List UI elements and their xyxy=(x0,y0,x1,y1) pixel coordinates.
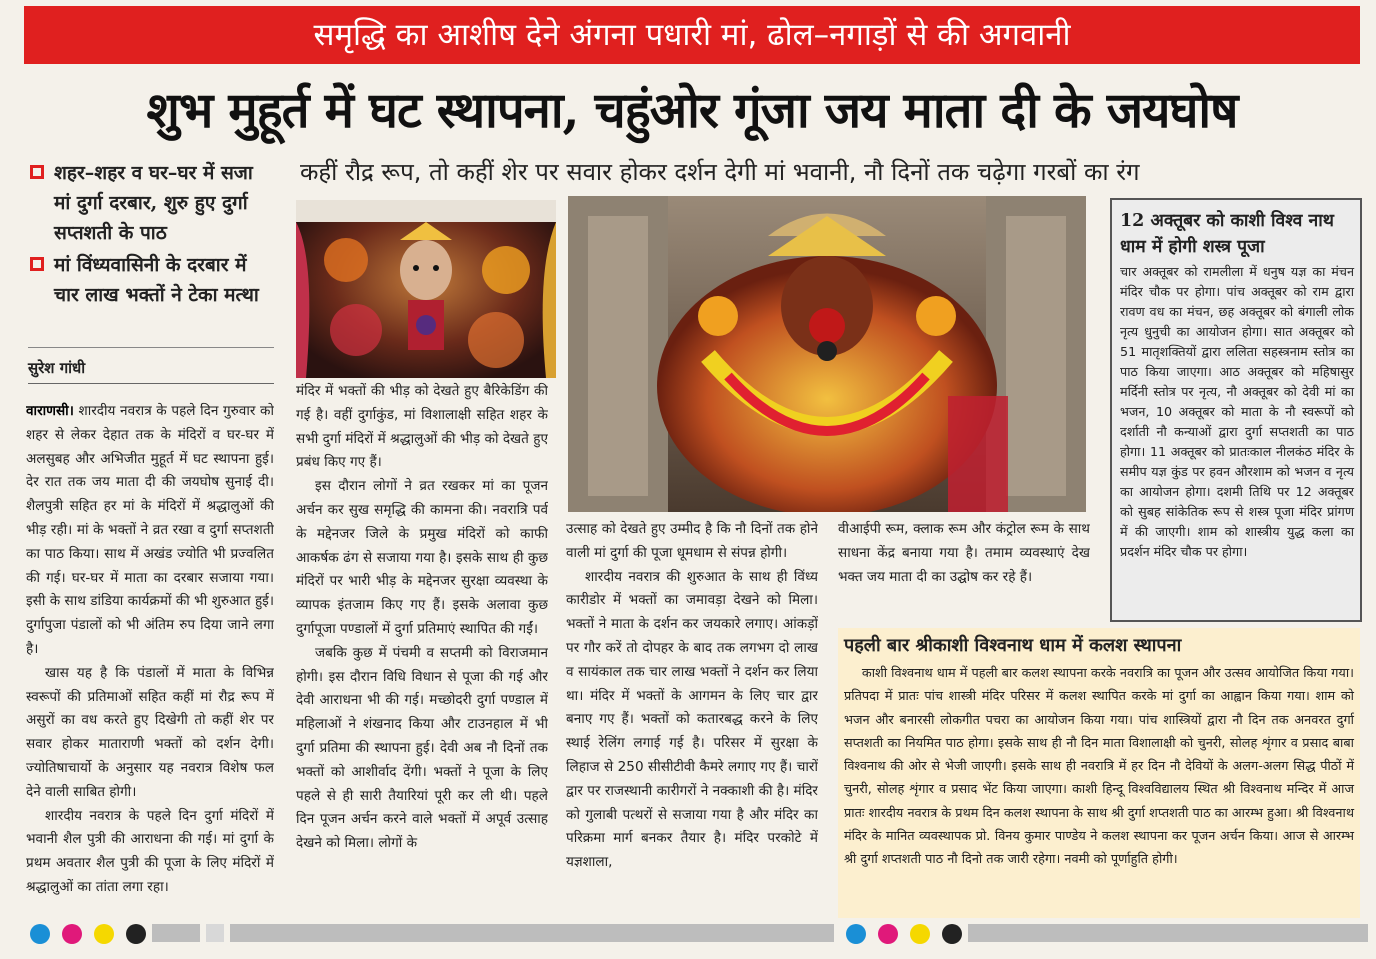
registration-bar xyxy=(152,924,200,942)
sidebar-text: चार अक्तूबर को रामलीला में धनुष यज्ञ का मंचन मंदिर चौक पर होगा। पांच अक्तूबर को राम द्वारा रावण वध का मंचन, छह अक्तूबर को बंगाली लोक नृत्य धुनुची का आयोजन होगा। सात अक्तूबर को 51 मातृशक्तियों द्वारा ललिता सहस्त्रनाम स्तोत्र का पाठ किया जाएगा। आठ अक्तूबर को महिषासुर मर्दिनी स्तोत्र पर नृत्य, नौ अक्तूबर को देवी मां का भजन, 10 अक्तूबर को माता के नौ स्वरूपों को दर्शाती नौ कन्याओं द्वारा दुर्गा सप्तशती का पाठ होगा। 11 अक्तूबर को प्रातःकाल नीलकंठ मंदिर के समीप यज्ञ कुंड पर हवन औरशाम को भजन व नृत्य का आयोजन होगा। दशमी तिथि पर 12 अक्तूबर को सुबह सांकेतिक रूप से शस्त्र पूजा मंदिर प्रांगण में की जाएगी। शाम को शास्त्रीय युद्ध कला का प्रदर्शन मंदिर चौक पर होगा। xyxy=(1120,264,1354,559)
sidebar-box-shastra-puja xyxy=(1110,198,1362,622)
registration-dot-yellow xyxy=(910,924,930,944)
article-paragraph: इस दौरान लोगों ने व्रत रखकर मां का पूजन अर्चन कर सुख समृद्धि की कामना की। नवरात्रि पर्व के मद्देनजर जिले के प्रमुख मंदिरों को काफी आकर्षक ढंग से सजाया गया है। इसके साथ ही कुछ मंदिरों पर भारी भीड़ के मद्देनजर सुरक्षा व्यवस्था के व्यापक इंतजाम किए गए हैं। इसके अलावा कुछ दुर्गापूजा पण्डालों में दुर्गा प्रतिमाएं स्थापित की गईं। xyxy=(296,478,548,637)
kalash-text: काशी विश्वनाथ धाम में पहली बार कलश स्थापना करके नवरात्रि का पूजन और उत्सव आयोजित किया गया। प्रतिपदा में प्रातः पांच शास्त्री मंदिर परिसर में कलश स्थापित करके मां दुर्गा का आह्वान किया गया। शाम को भजन और बनारसी लोकगीत पचरा का आयोजन किया गया। पांच शास्त्रियों द्वारा नौ दिन तक अनवरत दुर्गा सप्तशती का नियमित पाठ होगा। इसके साथ ही नौ दिन माता विशालाक्षी को चुनरी, सोलह शृंगार व प्रसाद बाबा विश्वनाथ की ओर से भेजी जाएगी। इसके साथ ही नवरात्रि में हर दिन नौ देवियों के अलग-अलग सिद्ध पीठों में चुनरी, सोलह शृंगार व प्रसाद भेंट किया जाएगा। काशी हिन्दू विश्वविद्यालय स्थित श्री विश्वनाथ मन्दिर में आज प्रातः शारदीय नवरात्र के प्रथम दिन कलश स्थापना के साथ श्री दुर्गा शप्तशती पाठ का आरम्भ हुआ। श्री विश्वनाथ मंदिर के मानित व्यवस्थापक प्रो. विनय कुमार पाण्डेय ने कलश स्थापना कर पूजन अर्चन किया। आज से आरम्भ श्री दुर्गा शप्तशती पाठ नौ दिनो तक जारी रहेगा। नवमी को पूर्णाहुति होगी। xyxy=(844,666,1354,868)
checkbox-bullet-icon xyxy=(30,165,44,179)
article-paragraph: खास यह है कि पंडालों में माता के विभिन्न स्वरूपों की प्रतिमाओं सहित कहीं मां रौद्र रूप में असुरों का वध करते हुए दिखेगी तो कहीं शेर पर सवार होकर माताराणी भक्तों को दर्शन देगी। ज्योतिषाचार्यो के अनुसार यह नवरात्र विशेष फल देने वाली साबित होगी। xyxy=(26,664,274,800)
byline: सुरेश गांधी xyxy=(28,358,274,384)
main-headline: शुभ मुहूर्त में घट स्थापना, चहुंओर गूंजा जय माता दी के जयघोष xyxy=(146,81,1238,139)
registration-dot-magenta xyxy=(62,924,82,944)
highlight-text: मां विंध्यवासिनी के दरबार में चार लाख भक्तों ने टेका मत्था xyxy=(54,254,259,306)
registration-bar xyxy=(968,924,1368,942)
article-column-1 xyxy=(26,400,274,910)
article-paragraph: शारदीय नवरात्र की शुरुआत के साथ ही विंध्य कारीडोर में भक्तों का जमावड़ा देखने को मिला। भक्तों ने माता के दर्शन कर जयकारे लगाए। आंकड़ों पर गौर करें तो दोपहर के बाद तक लगभग दो लाख व सायंकाल तक चार लाख भक्तों ने दर्शन कर लिया था। मंदिर में भक्तों के आगमन के लिए चार द्वार बनाए गए हैं। भक्तों को कतारबद्ध करने के लिए स्थाई रेलिंग लगाई गई है। परिसर में सुरक्षा के लिहाज से 250 सीसीटीवी कैमरे लगाए गए हैं। चारों द्वार पर राजस्थानी कारीगरों ने नक्काशी की है। मंदिर को गुलाबी पत्थरों से सजाया गया है और मंदिर का परिक्रमा मार्ग बनकर तैयार है। मंदिर परकोटे में यज्ञशाला, xyxy=(566,568,818,871)
highlight-item xyxy=(28,250,274,310)
article-column-4 xyxy=(838,518,1090,618)
article-paragraph: वीआईपी रूम, क्लाक रूम और कंट्रोल रूम के साथ साधना केंद्र बनाया गया है। तमाम व्यवस्थाएं देख भक्त जय माता दी का उद्घोष कर रहे हैं। xyxy=(838,521,1090,585)
banner-text: समृद्धि का आशीष देने अंगना पधारी मां, ढोल–नगाड़ों से की अगवानी xyxy=(313,17,1071,53)
sidebar-title: 12 अक्तूबर को काशी विश्व नाथ धाम में होगी शस्त्र पूजा xyxy=(1120,211,1334,257)
subheadline: कहीं रौद्र रूप, तो कहीं शेर पर सवार होकर दर्शन देगी मां भवानी, नौ दिनों तक चढ़ेगा गरबों का रंग xyxy=(300,158,1140,186)
article-paragraph xyxy=(26,400,274,662)
article-paragraph: जबकि कुछ में पंचमी व सप्तमी को विराजमान होगी। इस दौरान विधि विधान से पूजा की गई और देवी आराधना भी की गई। मच्छोदरी दुर्गा पण्डाल में महिलाओं ने शंखनाद किया और टाउनहाल में भी दुर्गा प्रतिमा की स्थापना हुई। देवी अब नौ दिनों तक भक्तों को आशीर्वाद देंगी। भक्तों ने पूजा के लिए पहले से ही सारी तैयारियां पूरी कर ली थी। पहले दिन पूजन अर्चन करने वाले भक्तों में अपूर्व उत्साह देखने को मिला। लोगों के xyxy=(296,644,548,852)
dateline: वाराणसी। xyxy=(26,403,74,419)
photo-maa-vindhyavasini-idol xyxy=(568,196,1086,512)
registration-mark xyxy=(206,924,224,942)
registration-dot-cyan xyxy=(30,924,50,944)
checkbox-bullet-icon xyxy=(30,257,44,271)
article-paragraph: मंदिर में भक्तों की भीड़ को देखते हुए बैरिकेडिंग की गई है। वहीं दुर्गाकुंड, मां विशालाक्षी सहित शहर के सभी दुर्गा मंदिरों में श्रद्धालुओं की भीड़ को देखते हुए प्रबंध किए गए हैं। xyxy=(296,383,548,471)
paragraph-text: शारदीय नवरात्र के पहले दिन गुरुवार को शहर से लेकर देहात तक के मंदिरों व घर-घर में अलसुबह और अभिजीत मुहूर्त में घट स्थापना हुई। देर रात तक जय माता दी की जयघोष सुनाई दी। शैलपुत्री सहित हर मां के मंदिरों में श्रद्धालुओं की भीड़ रही। मां के भक्तों ने व्रत रखा व दुर्गा सप्तशती का पाठ किया। साथ में अखंड ज्योति भी प्रज्वलित की गई। घर-घर में माता का दरबार सजाया गया। इसी के साथ डांडिया कार्यक्रमों की भी शुरुआत हुई। दुर्गापुजा पंडालों को भी अंतिम रुप दिया जाने लगा है। xyxy=(26,403,274,657)
registration-dot-black xyxy=(942,924,962,944)
top-banner xyxy=(24,6,1360,64)
highlight-item xyxy=(28,158,274,248)
registration-dot-magenta xyxy=(878,924,898,944)
registration-dot-black xyxy=(126,924,146,944)
article-column-2 xyxy=(296,380,548,910)
kalash-title: पहली बार श्रीकाशी विश्वनाथ धाम में कलश स्थापना xyxy=(844,635,1182,656)
divider xyxy=(28,347,274,348)
article-column-3 xyxy=(566,518,818,910)
highlight-text: शहर–शहर व घर–घर में सजा मां दुर्गा दरबार, शुरु हुए दुर्गा सप्तशती के पाठ xyxy=(54,162,253,244)
highlights-box xyxy=(28,158,274,340)
article-paragraph: उत्साह को देखते हुए उम्मीद है कि नौ दिनों तक होने वाली मां दुर्गा की पूजा धूमधाम से संपन्न होगी। xyxy=(566,521,818,561)
article-paragraph: शारदीय नवरात्र के पहले दिन दुर्गा मंदिरों में भवानी शैल पुत्री की आराधना की गई। मां दुर्गा के प्रथम अवतार शैल पुत्री की पूजा के लिए मंदिरों में श्रद्धालुओं का तांता लगा रहा। xyxy=(26,807,274,895)
photo-illustration xyxy=(296,200,556,378)
kalash-sthapana-box xyxy=(838,628,1360,918)
registration-dot-yellow xyxy=(94,924,114,944)
registration-dot-cyan xyxy=(846,924,866,944)
photo-durga-idol-flowers xyxy=(296,200,556,378)
registration-bar xyxy=(230,924,834,942)
photo-illustration xyxy=(568,196,1086,512)
